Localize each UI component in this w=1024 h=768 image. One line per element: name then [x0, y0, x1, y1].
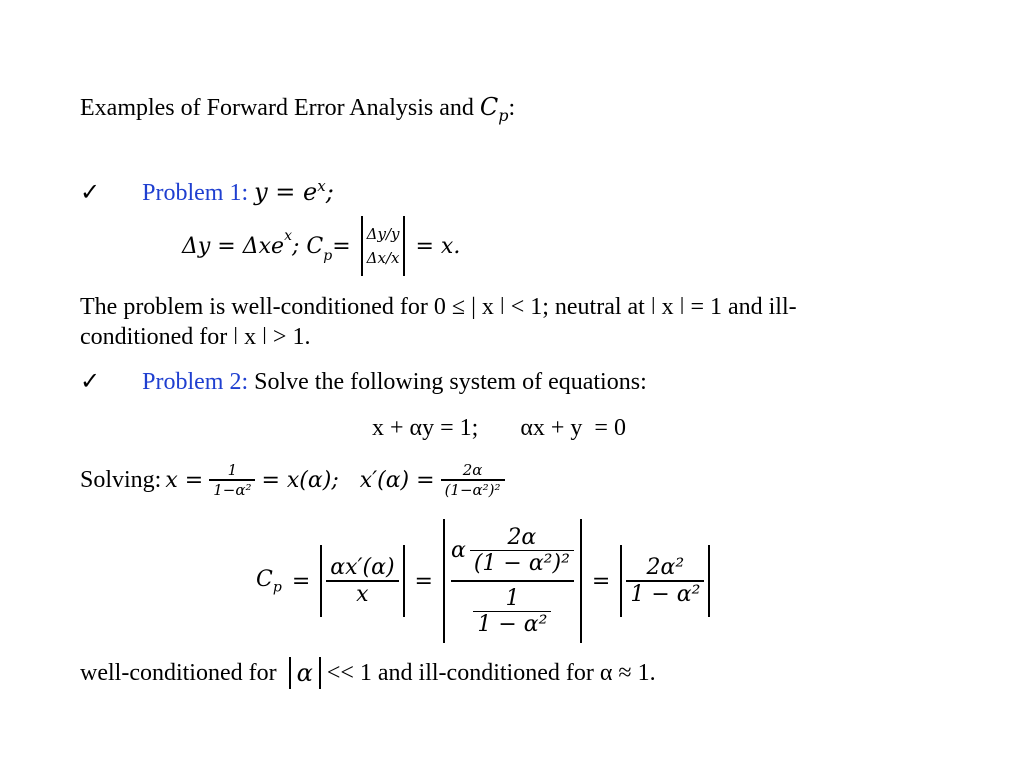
problem1-line — [80, 172, 334, 207]
slide-heading: Examples of Forward Error Analysis and $C_p$: — [80, 93, 516, 125]
problem1-cp-equation: Δy = Δxe $^x$ ; C $_p$ = Δy/y Δx/x = x. — [182, 214, 460, 278]
compound-fraction: α $\frac{2\alpha}{\text{(1 − α²)²}}$ $\frac{1}{\text{1 − α²}}$ — [445, 525, 580, 638]
checkmark-icon: ✓ — [80, 180, 101, 206]
fraction-x-prime: $\frac{2\alpha}{\text{(1−α²)²}}$ — [441, 461, 505, 499]
cp-derivation: $C_p$ = $\frac{\alpha x'(\alpha)}{x}$ = α $\frac{2\alpha}{\text{(1 − α²)²}}$ $\frac{1}{\text{1 − α²}}$ = $\frac{\text{2α²}}{\text{1 − α²}}$ — [256, 518, 710, 644]
fraction-x: $\frac{1}{\text{1−α²}}$ — [209, 461, 255, 499]
cp-symbol: $C_p$ — [479, 93, 509, 125]
fraction-cp-def: $\frac{\alpha x'(\alpha)}{x}$ — [326, 555, 398, 607]
conditioning-text-line2: conditioned for ǀ x ǀ > 1. — [80, 324, 311, 350]
fraction-cp-result: $\frac{\text{2α²}}{\text{1 − α²}}$ — [626, 555, 704, 607]
problem2-label: Problem 2: — [142, 369, 249, 395]
problem1-label: Problem 1: — [142, 180, 249, 206]
problem2-line: ✓ Problem 2: Solve the following system of equations: — [80, 369, 647, 395]
relative-ratio: Δy/y Δx/x — [366, 225, 400, 267]
equation-system: x + αy = 1; αx + y = 0 — [372, 415, 626, 441]
checkmark-icon: ✓ — [80, 369, 101, 395]
abs-bar-right — [403, 216, 405, 276]
conclusion-line: well-conditioned for α << 1 and ill-conditioned for α ≈ 1. — [80, 659, 656, 687]
solving-line: Solving: x = $\frac{1}{\text{1−α²}}$ = x(α); x′(α) = $\frac{2\alpha}{\text{(1−α²)²}}$ — [80, 452, 505, 508]
problem1-equation: $y = e^x$; — [254, 177, 334, 206]
cp-lhs: $C_p$ — [256, 566, 282, 596]
conditioning-text-line1: The problem is well-conditioned for 0 ≤ | x ǀ < 1; neutral at ǀ x ǀ = 1 and ill- — [80, 294, 797, 320]
